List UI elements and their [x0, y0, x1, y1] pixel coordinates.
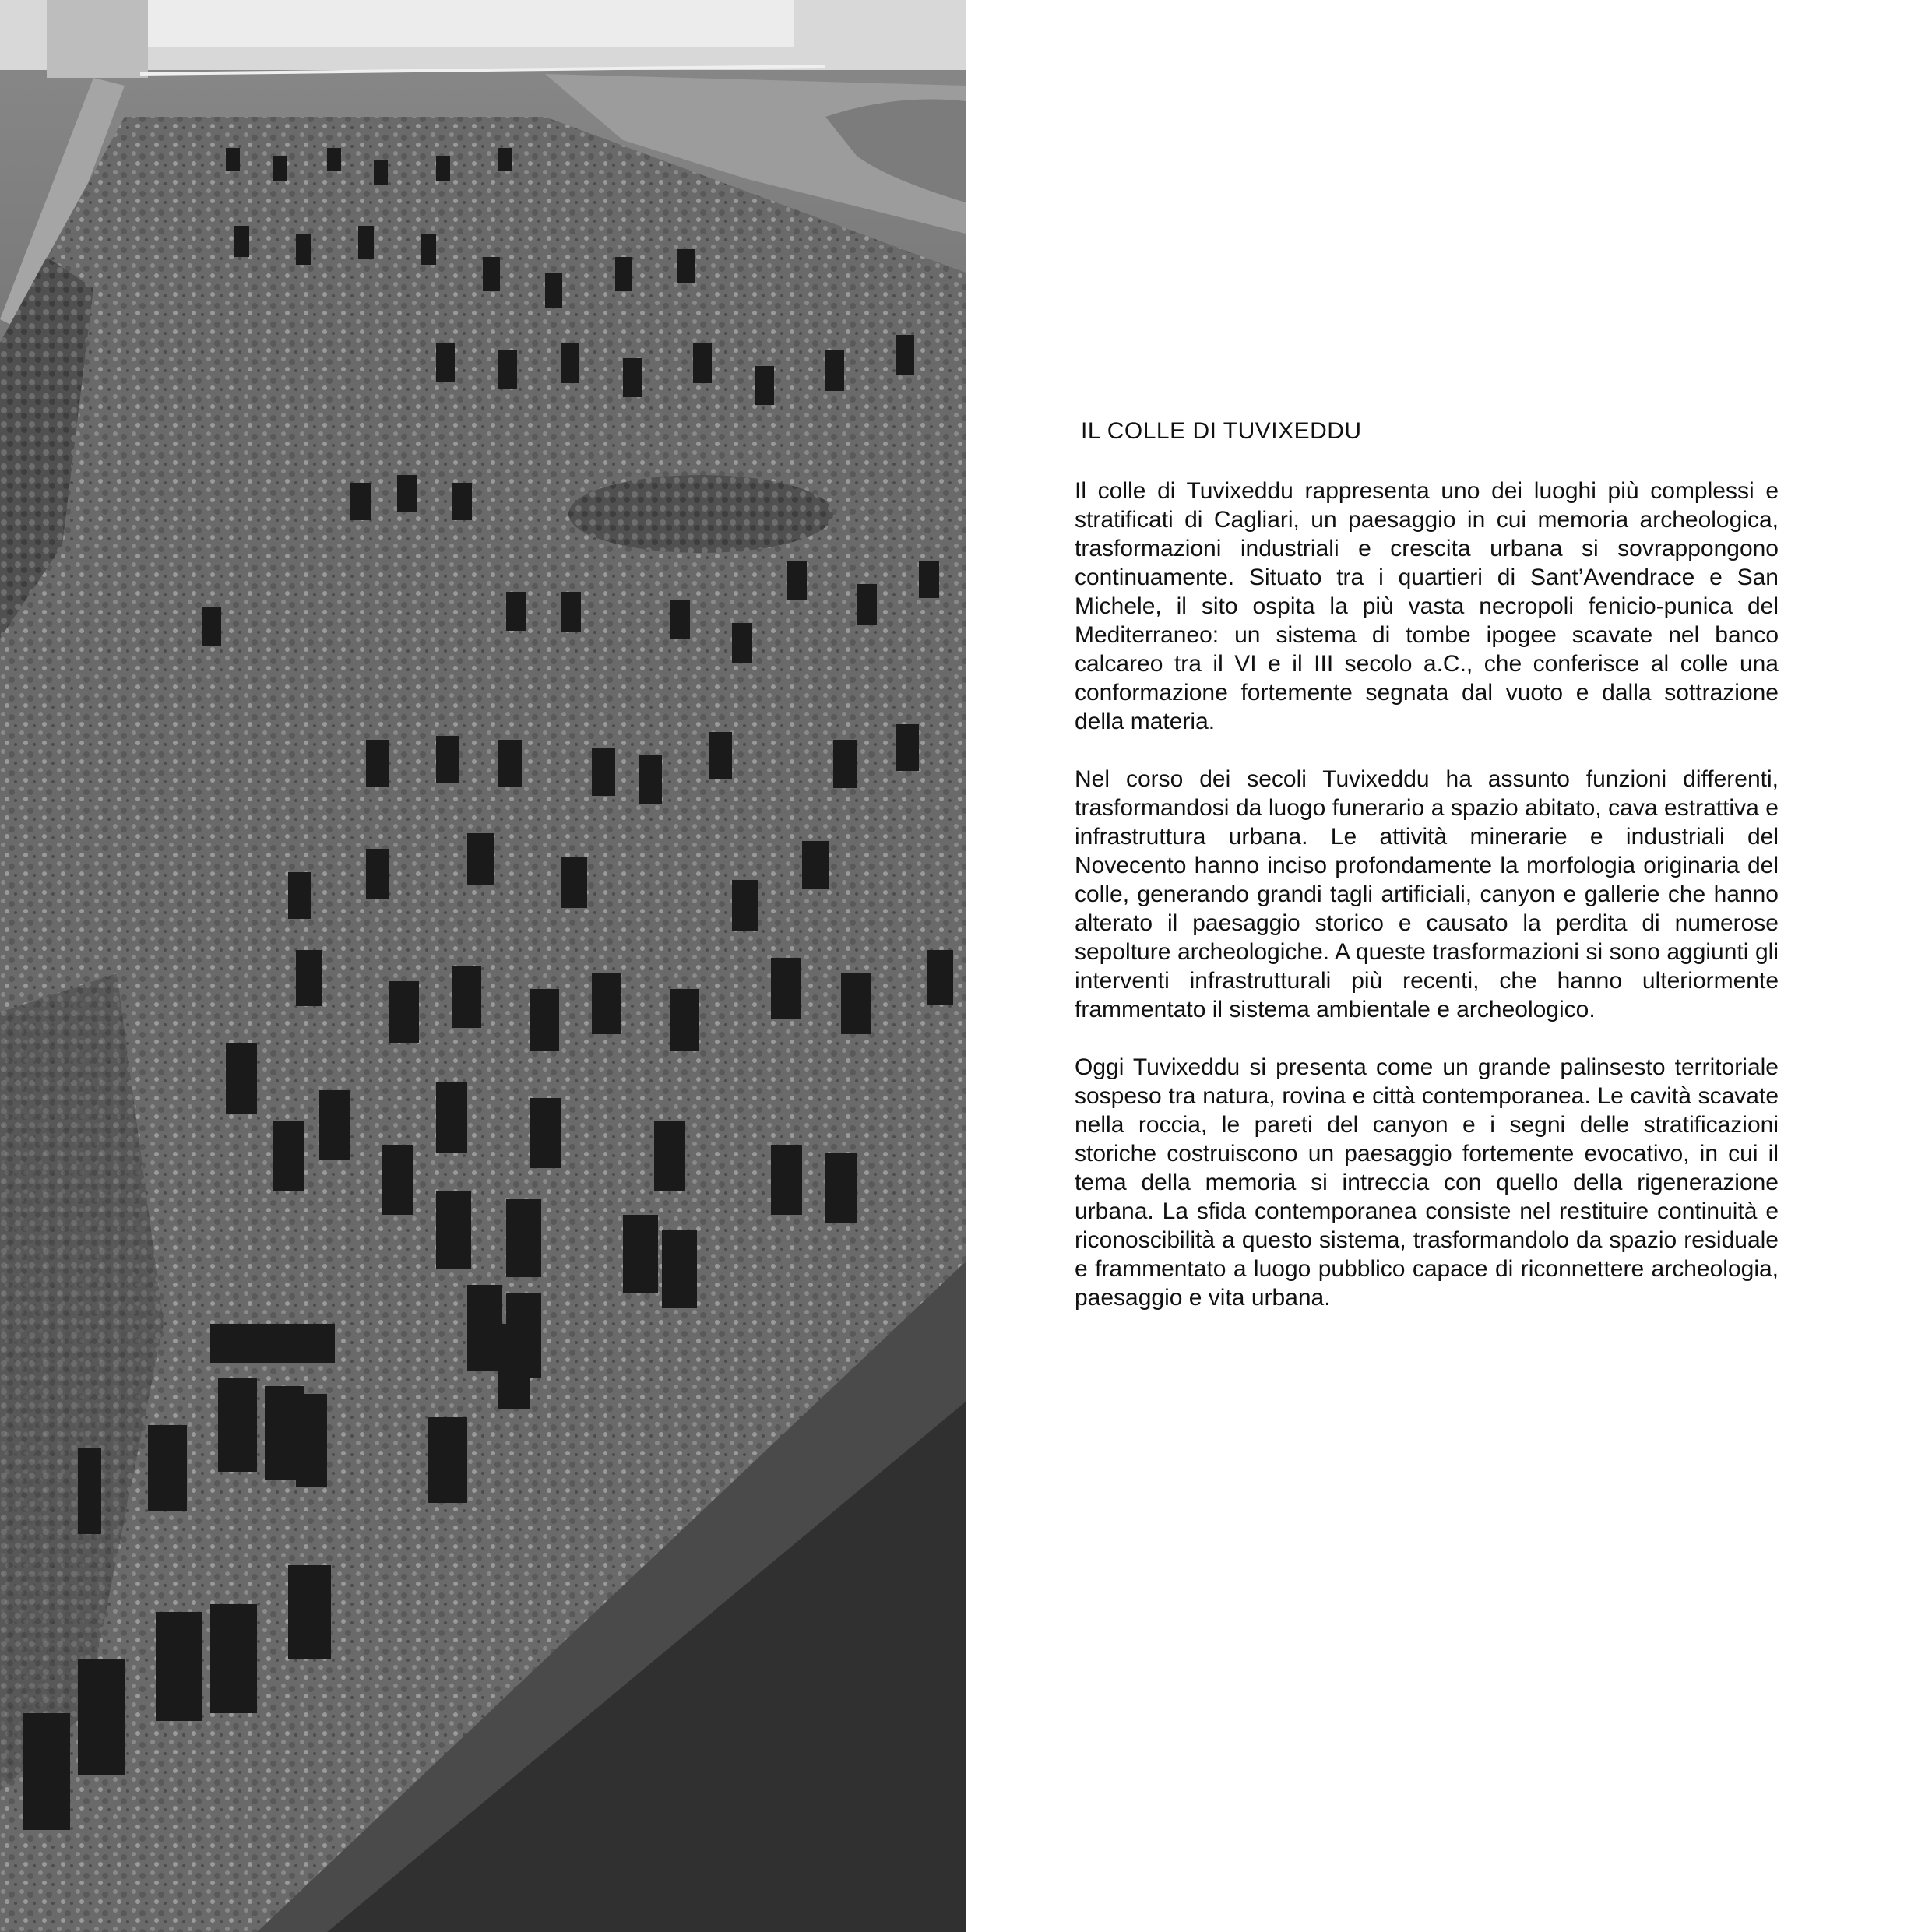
bush-1: [568, 475, 833, 553]
article-title: IL COLLE DI TUVIXEDDU: [1081, 418, 1362, 444]
building-wall: [93, 0, 794, 47]
building: [47, 0, 148, 78]
paragraph-2: Nel corso dei secoli Tuvixeddu ha assunto funzioni differenti, trasformandosi da luogo funerario a spazio abitato, cava estrattiva e infrastruttura urbana. Le attività minerarie e industriali del Novecento hanno inciso profondamente la morfologia originaria del colle, generando grandi tagli artificiali, canyon e gallerie che hanno alterato il paesaggio storico e causato la perdita di numerose sepolture archeologiche. A queste trasformazioni si sono aggiunti gli interventi infrastrutturali più recenti, che hanno ulteriormente frammentato il sistema ambientale e archeologico.: [1075, 766, 1779, 1022]
paragraph-1: Il colle di Tuvixeddu rappresenta uno dei luoghi più complessi e stratificati di Cagliari, un paesaggio in cui memoria archeologica, trasformazioni industriali e crescita urbana si sovrappongono continuamente. Situato tra i quartieri di Sant’Avendrace e San Michele, il sito ospita la più vasta necropoli fenicio-punica del Mediterraneo: un sistema di tombe ipogee scavate nel banco calcareo tra il VI e il III secolo a.C., che conferisce al colle una conformazione fortemente segnata dal vuoto e dalla sottrazione della materia.: [1075, 478, 1779, 734]
paragraph-3: Oggi Tuvixeddu si presenta come un grande palinsesto territoriale sospeso tra natura, rovina e città contemporanea. Le cavità scavate nella roccia, le pareti del canyon e i segni delle stratificazioni storiche costruiscono un paesaggio fortemente evocativo, in cui il tema della memoria si intreccia con quello della rigenerazione urbana. La sfida contemporanea consiste nel restituire continuità e riconoscibilità a questo sistema, trasformandolo da spazio residuale e frammentato a luogo pubblico capace di riconnettere archeologia, paesaggio e vita urbana.: [1075, 1054, 1779, 1311]
article-text: [1075, 417, 1779, 1341]
